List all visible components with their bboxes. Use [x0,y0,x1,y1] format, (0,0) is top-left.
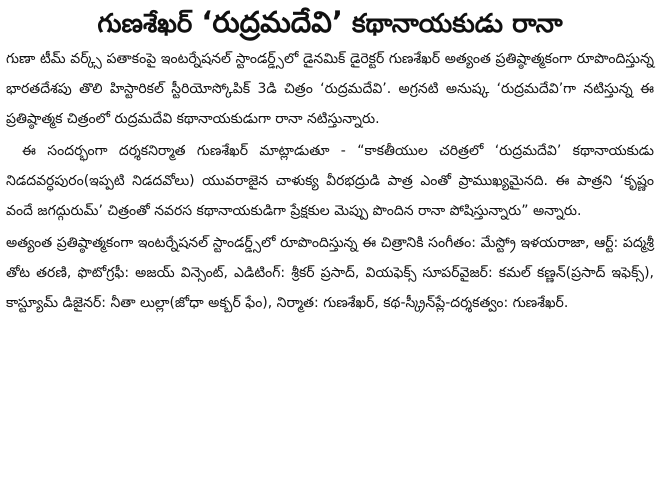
headline-film-title: ‘రుద్రమదేవి’ [201,5,343,39]
headline-director: గుణశేఖర్ [97,9,202,39]
headline-hero: కథానాయకుడు రానా [342,9,563,39]
paragraph-credits: అత్యంత ప్రతిష్ఠాత్మకంగా ఇంటర్నేషనల్ స్టాండర్డ్స్‌లో రూపొందిస్తున్న ఈ చిత్రానికి సంగీతం: మేస్ట్రో ఇళయరాజా, ఆర్ట్: పద్మశ్రీ తోట తరణి, ఫొటోగ్రఫీ: అజయ్ విన్సెంట్, ఎడిటింగ్: శ్రీకర్ ప్రసాద్, వియఫెక్స్ సూపర్‌వైజర్: కమల్ కణ్ణన్(ప్రసాద్ ఇఫెక్స్), కాస్ట్యూమ్ డిజైనర్: నీతా లుల్లా(జోధా అక్బర్ ఫేం), నిర్మాత: గుణశేఖర్, కథ-స్క్రీన్‌ప్లే-దర్శకత్వం: గుణశేఖర్. [6,235,654,311]
article-headline [6,2,654,42]
article-body [6,44,654,318]
paragraph-intro: గుణా టీమ్ వర్క్స్ పతాకంపై ఇంటర్నేషనల్ స్టాండర్డ్స్‌లో డైనమిక్ డైరెక్టర్ గుణశేఖర్ అత్యంత ప్రతిష్ఠాత్మకంగా రూపొందిస్తున్న భారతదేశపు తొలి హిస్టారికల్ స్టీరియోస్కోపిక్ 3డి చిత్రం ‘రుద్రమదేవి’. అగ్రనటి అనుష్క ‘రుద్రమదేవి’గా నటిస్తున్న ఈ ప్రతిష్ఠాత్మక చిత్రంలో రుద్రమదేవి కథానాయకుడుగా రానా నటిస్తున్నారు. [6,51,654,127]
paragraph-quote: ఈ సందర్భంగా దర్శకనిర్మాత గుణశేఖర్ మాట్లాడుతూ - “కాకతీయుల చరిత్రలో ‘రుద్రమదేవి’ కథానాయకుడు నిడదవర్ధపురం(ఇప్పటి నిడదవోలు) యువరాజైన చాళుక్య వీరభద్రుడి పాత్ర ఎంతో ప్రాముఖ్యమైనది. ఈ పాత్రని ‘కృష్ణం వందే జగద్గురుమ్’ చిత్రంతో నవరస కథానాయకుడిగా ప్రేక్షకుల మెప్పు పొందిన రానా పోషిస్తున్నారు” అన్నారు. [6,143,654,219]
